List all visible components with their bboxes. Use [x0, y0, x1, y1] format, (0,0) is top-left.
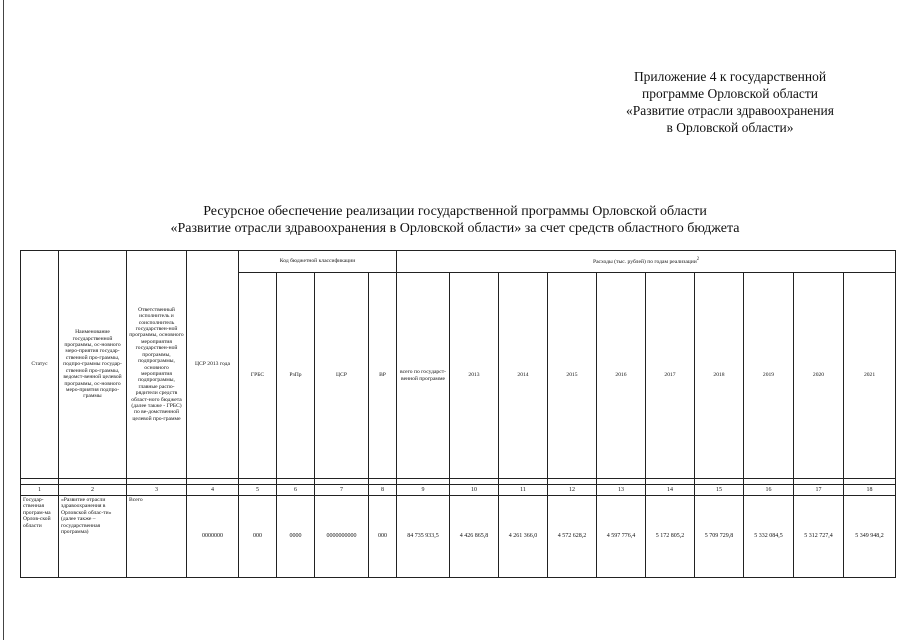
cell-year-value: 5 349 948,2: [844, 496, 896, 578]
header-year: 2013: [450, 273, 499, 479]
column-number-row: [21, 485, 896, 496]
cell-total: 84 735 933,5: [397, 496, 450, 578]
column-number: 13: [597, 485, 646, 496]
header-year: 2018: [695, 273, 744, 479]
header-expenses-group: Расходы (тыс. рублей) по годам реализации$^2$: [397, 251, 896, 273]
column-number: 14: [646, 485, 695, 496]
cell-csr: 0000000000: [315, 496, 369, 578]
cell-status: Государ-ственная програм-ма Орлов-ской области: [21, 496, 59, 578]
column-number: 15: [695, 485, 744, 496]
cell-year-value: 4 261 366,0: [499, 496, 548, 578]
header-year: 2017: [646, 273, 695, 479]
column-number: 4: [187, 485, 239, 496]
appendix-line-1: Приложение 4 к государственной: [633, 69, 827, 84]
table-row: [21, 496, 896, 578]
document-title: [40, 203, 870, 237]
header-year: 2019: [744, 273, 794, 479]
header-budget-code-group: Код бюджетной классификации: [239, 251, 397, 273]
title-line-1: Ресурсное обеспечение реализации государственной программы Орловской области: [203, 204, 707, 219]
header-total: всего по государст-венной программе: [397, 273, 450, 479]
header-name: Наименование государственной программы, ос-новного меро-приятия государ-ственной про-граммы, подпро-граммы государ-ственной про-граммы, ведомст-венной целевой программы, ос-новного меро-приятия подпро-граммы: [59, 251, 127, 479]
header-csr: ЦСР: [315, 273, 369, 479]
header-year: 2015: [548, 273, 597, 479]
title-line-2: «Развитие отрасли здравоохранения в Орловской области» за счет средств областного бюджета: [170, 221, 740, 236]
header-vr: ВР: [369, 273, 397, 479]
cell-year-value: 4 426 865,8: [450, 496, 499, 578]
cell-year-value: 4 597 776,4: [597, 496, 646, 578]
header-executor: Ответственный исполнитель и соисполнитель государствен-ной программы, основного мероприятия государствен-ной программы, подпрограммы, основного мероприятия подпрограммы, главные распо-рядители средств област-ного бюджета (далее также - ГРБС) по ве-домственной целевой про-грамме: [127, 251, 187, 479]
header-year: 2016: [597, 273, 646, 479]
cell-year-value: 5 312 727,4: [794, 496, 844, 578]
header-year: 2020: [794, 273, 844, 479]
appendix-note: [560, 68, 900, 136]
column-number: 9: [397, 485, 450, 496]
cell-executor: Всего: [127, 496, 187, 578]
cell-grbs: 000: [239, 496, 277, 578]
column-number: 8: [369, 485, 397, 496]
cell-vr: 000: [369, 496, 397, 578]
header-csr-2013: ЦСР 2013 года: [187, 251, 239, 479]
column-number: 7: [315, 485, 369, 496]
column-number: 3: [127, 485, 187, 496]
page-edge-line: [3, 0, 4, 640]
column-number: 1: [21, 485, 59, 496]
column-number: 17: [794, 485, 844, 496]
column-number: 16: [744, 485, 794, 496]
cell-year-value: 5 172 805,2: [646, 496, 695, 578]
header-year: 2021: [844, 273, 896, 479]
resource-table: [20, 250, 896, 578]
column-number: 18: [844, 485, 896, 496]
column-number: 5: [239, 485, 277, 496]
header-status: Статус: [21, 251, 59, 479]
cell-year-value: 5 332 084,5: [744, 496, 794, 578]
cell-rzpr: 0000: [277, 496, 315, 578]
column-number: 11: [499, 485, 548, 496]
appendix-line-4: в Орловской области»: [666, 120, 794, 135]
column-number: 12: [548, 485, 597, 496]
header-year: 2014: [499, 273, 548, 479]
column-number: 10: [450, 485, 499, 496]
appendix-line-2: программе Орловской области: [642, 86, 818, 101]
footnote-mark: 2: [696, 257, 700, 263]
cell-name: «Развитие отрасли здравоохранения в Орловской облас-ти» (далее также – государственная программа): [59, 496, 127, 578]
cell-year-value: 4 572 628,2: [548, 496, 597, 578]
appendix-line-3: «Развитие отрасли здравоохранения: [626, 103, 834, 118]
header-row-1: [21, 251, 896, 273]
header-grbs: ГРБС: [239, 273, 277, 479]
cell-year-value: 5 709 729,8: [695, 496, 744, 578]
header-rzpr: РзПр: [277, 273, 315, 479]
cell-csr-2013: 0000000: [187, 496, 239, 578]
column-number: 6: [277, 485, 315, 496]
column-number: 2: [59, 485, 127, 496]
